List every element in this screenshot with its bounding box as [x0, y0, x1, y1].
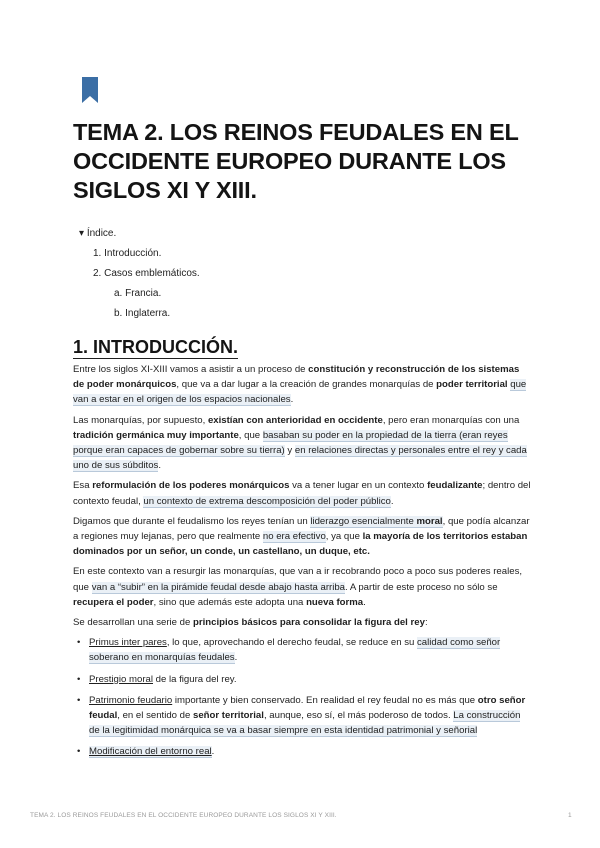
page-number: 1	[568, 812, 572, 819]
highlight: que van a estar en el origen de los espacios nacionales	[73, 379, 527, 406]
paragraph: Entre los siglos XI-XIII vamos a asistir a un proceso de constitución y reconstrucción de los sistemas de poder monárquicos, que va a dar lugar a la creación de grandes monarquías de poder territorial que van a estar en el origen de los espacios nacionales.	[73, 364, 527, 406]
paragraph: En este contexto van a resurgir las monarquías, que van a ir recobrando poco a poco sus poderes reales, que van a “subir” en la pirámide feudal desde abajo hasta arriba. A partir de este proceso no sólo se recupera el poder, sino que además este adopta una nueva forma.	[73, 566, 523, 608]
toc-item[interactable]: a. Francia.	[114, 288, 162, 299]
table-of-contents	[79, 224, 200, 324]
highlight: La construcción de la legitimidad monárquica se va a basar siempre en esta identidad patrimonial y señorial	[89, 710, 521, 737]
list-item: • Patrimonio feudario importante y bien conservado. En realidad el rey feudal no es más que otro señor feudal, en el sentido de señor territorial, aunque, eso sí, el más poderoso de todos. La construcción de la legitimidad monárquica se va a basar siempre en esta identidad patrimonial y señorial	[89, 693, 533, 739]
toc-label: Índice.	[86, 228, 117, 239]
highlight: basaban su poder en la propiedad de la tierra (eran reyes porque eran capaces de gobernar sobre su tierra)	[73, 429, 508, 457]
highlight: un contexto de extrema descomposición del poder público	[143, 495, 391, 507]
list-item: • Primus inter pares, lo que, aprovechando el derecho feudal, se reduce en su calidad como señor soberano en monarquías feudales.	[89, 635, 533, 665]
section-body	[73, 362, 533, 766]
list-item: • Prestigio moral de la figura del rey.	[89, 672, 533, 687]
list-item: • Modificación del entorno real.	[89, 744, 533, 759]
chevron-down-icon[interactable]: ▾	[79, 228, 85, 239]
bullet-list	[73, 635, 533, 759]
toc-item[interactable]: 1. Introducción.	[93, 248, 162, 259]
toc-toggle-row[interactable]	[79, 224, 200, 244]
toc-item[interactable]: b. Inglaterra.	[114, 308, 171, 319]
bookmark-icon	[82, 77, 98, 103]
page-title: TEMA 2. LOS REINOS FEUDALES EN EL OCCIDENTE EUROPEO DURANTE LOS SIGLOS XI Y XIII.	[73, 119, 519, 203]
footer-text: TEMA 2. LOS REINOS FEUDALES EN EL OCCIDENTE EUROPEO DURANTE LOS SIGLOS XI Y XIII.	[30, 812, 337, 819]
paragraph: Esa reformulación de los poderes monárquicos va a tener lugar en un contexto feudalizante; dentro del contexto feudal, un contexto de extrema descomposición del poder público.	[73, 480, 531, 507]
highlight: en relaciones directas y personales entre el rey y cada uno de sus súbditos	[73, 445, 527, 472]
section-heading: 1. INTRODUCCIÓN.	[73, 337, 239, 357]
paragraph: Se desarrollan una serie de principios básicos para consolidar la figura del rey:	[73, 617, 428, 629]
paragraph: Las monarquías, por supuesto, existían con anterioridad en occidente, pero eran monarquías con una tradición germánica muy importante, que basaban su poder en la propiedad de la tierra (eran reyes porque eran capaces de gobernar sobre su tierra) y en relaciones directas y personales entre el rey y cada uno de sus súbditos.	[73, 414, 527, 472]
toc-item[interactable]: 2. Casos emblemáticos.	[93, 268, 200, 279]
paragraph: Digamos que durante el feudalismo los reyes tenían un liderazgo esencialmente moral, que podía alcanzar a regiones muy lejanas, pero que realmente no era efectivo, ya que la mayoría de los territorios estaban dominados por un señor, un conde, un castellano, un duque, etc.	[73, 515, 530, 558]
highlight: liderazgo esencialmente	[310, 515, 417, 527]
highlight: no era efectivo	[262, 531, 326, 543]
highlight: calidad como señor soberano en monarquías feudales	[89, 637, 501, 664]
highlight: van a “subir” en la pirámide feudal desde abajo hasta arriba	[91, 581, 346, 593]
